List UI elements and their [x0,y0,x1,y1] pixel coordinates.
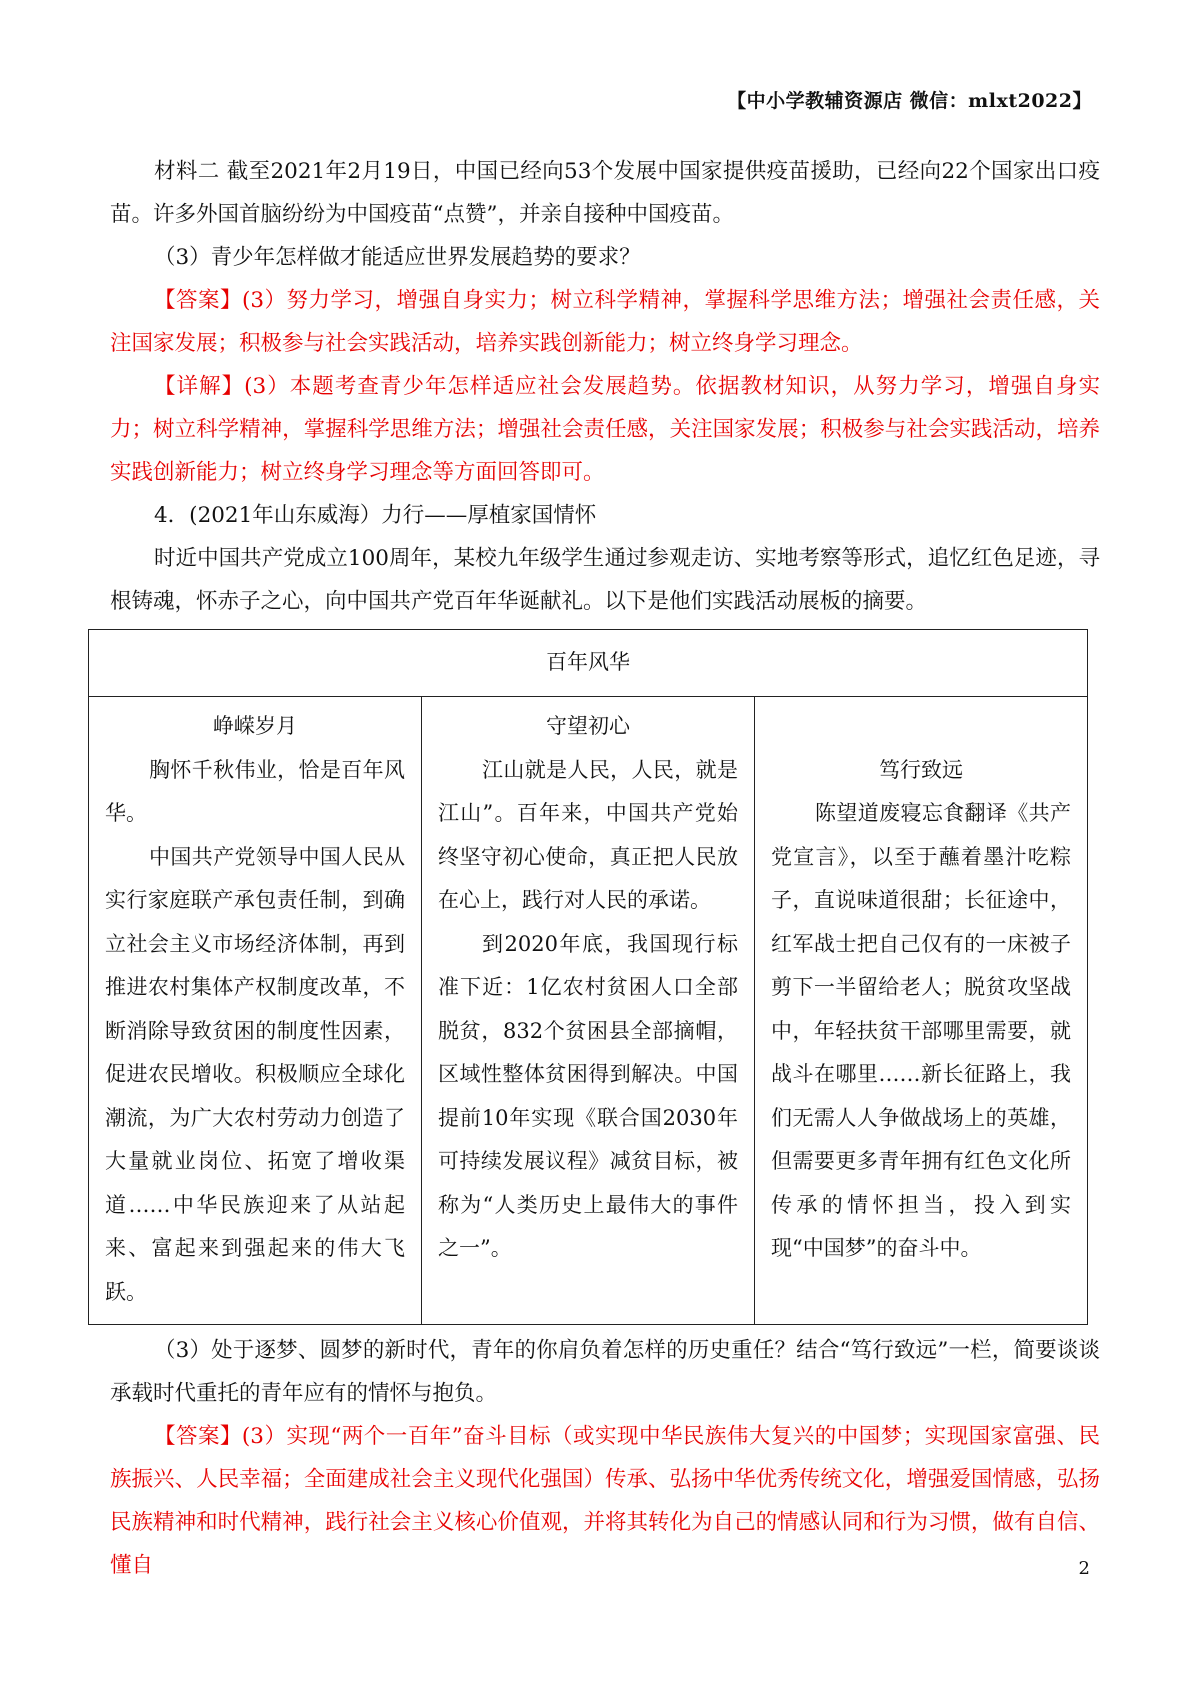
column-shouwang [422,697,755,1325]
exhibit-board-table [88,629,1088,1325]
column-paragraph: 陈望道废寝忘食翻译《共产党宣言》，以至于蘸着墨汁吃粽子，直说味道很甜；长征途中，红军战士把自己仅有的一床被子剪下一半留给老人；脱贫攻坚战中，年轻扶贫干部哪里需要，就战斗在哪里……新长征路上，我们无需人人争做战场上的英雄，但需要更多青年拥有红色文化所传承的情怀担当，投入到实现“中国梦”的奋斗中。 [771,801,1071,1260]
question-3-text: （3）青少年怎样做才能适应世界发展趋势的要求？ [154,245,641,270]
column-duxing [755,697,1088,1325]
material-two-paragraph: 材料二 截至2021年2月19日，中国已经向53个发展中国家提供疫苗援助，已经向22个国家出口疫苗。许多外国首脑纷纷为中国疫苗“点赞”，并亲自接种中国疫苗。 [110,159,1100,227]
column-zhengrong [89,697,422,1325]
answer-paragraph: 【答案】(3）努力学习，增强自身实力；树立科学精神，掌握科学思维方法；增强社会责任感，关注国家发展；积极参与社会实践活动，培养实践创新能力；树立终身学习理念。 [110,288,1100,356]
question-4-intro: 时近中国共产党成立100周年，某校九年级学生通过参观走访、实地考察等形式，追忆红色足迹，寻根铸魂，怀赤子之心，向中国共产党百年华诞献礼。以下是他们实践活动展板的摘要。 [110,546,1100,614]
question-4-sub-3: （3）处于逐梦、圆梦的新时代，青年的你肩负着怎样的历史重任？结合“笃行致远”一栏，简要谈谈承载时代重托的青年应有的情怀与抱负。 [110,1338,1100,1406]
column-paragraph: 到2020年底，我国现行标准下近：1亿农村贫困人口全部脱贫，832个贫困县全部摘帽，区域性整体贫困得到解决。中国提前10年实现《联合国2030年可持续发展议程》减贫目标，被称为“人类历史上最伟大的事件之一”。 [438,931,738,1260]
question-4-title: 4．(2021年山东威海）力行——厚植家国情怀 [154,503,597,528]
table-title: 百年风华 [89,630,1088,697]
column-paragraph: 江山就是人民，人民，就是江山”。百年来，中国共产党始终坚守初心使命，真正把人民放在心上，践行对人民的承诺。 [438,757,738,912]
page-number: 2 [1078,1558,1090,1579]
document-body [105,150,1100,1587]
column-title: 守望初心 [546,714,630,738]
column-paragraph: 中国共产党领导中国人民从实行家庭联产承包责任制，到确立社会主义市场经济体制，再到推进农村集体产权制度改革，不断消除导致贫困的制度性因素，促进农民增收。积极顺应全球化潮流，为广大农村劳动力创造了大量就业岗位、拓宽了增收渠道……中华民族迎来了从站起来、富起来到强起来的伟大飞跃。 [105,844,405,1304]
detail-paragraph: 【详解】(3）本题考查青少年怎样适应社会发展趋势。依据教材知识，从努力学习，增强自身实力；树立科学精神，掌握科学思维方法；增强社会责任感，关注国家发展；积极参与社会实践活动，培养实践创新能力；树立终身学习理念等方面回答即可。 [110,374,1100,485]
source-header: 【中小学教辅资源店 微信：mlxt2022】 [727,90,1092,112]
column-title: 峥嵘岁月 [213,714,297,738]
answer-paragraph-2: 【答案】(3）实现“两个一百年”奋斗目标（或实现中华民族伟大复兴的中国梦；实现国家富强、民族振兴、人民幸福；全面建成社会主义现代化强国）传承、弘扬中华优秀传统文化，增强爱国情感，弘扬民族精神和时代精神，践行社会主义核心价值观，并将其转化为自己的情感认同和行为习惯，做有自信、懂自 [110,1424,1100,1578]
column-paragraph: 胸怀千秋伟业，恰是百年风华。 [105,757,405,825]
column-title: 笃行致远 [879,757,963,782]
